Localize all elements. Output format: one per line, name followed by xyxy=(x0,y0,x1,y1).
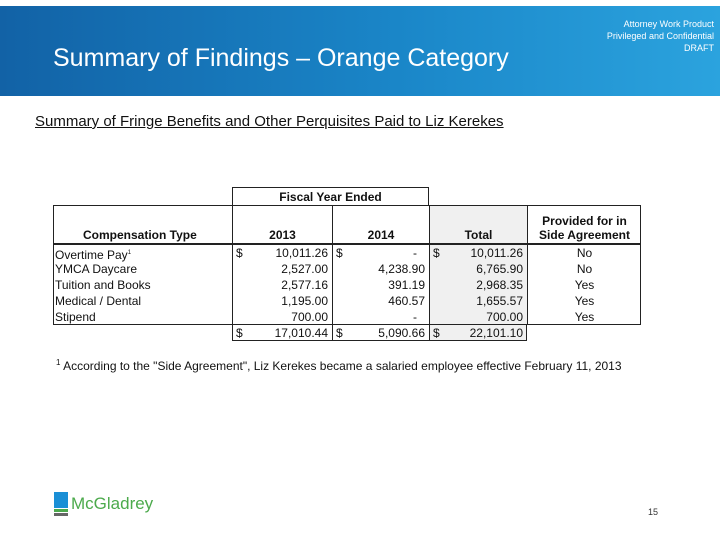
total-amount: 17,010.44 xyxy=(232,325,332,341)
provided-cell: Yes xyxy=(527,293,641,309)
amount-cell: 6,765.90 xyxy=(429,261,527,277)
amount-cell: 10,011.26 xyxy=(232,245,332,261)
compensation-type: Stipend xyxy=(55,310,96,324)
column-header xyxy=(429,205,527,244)
currency-symbol: $ xyxy=(336,246,343,260)
provided-cell: No xyxy=(527,245,641,261)
logo-mark-icon xyxy=(54,492,68,516)
footnote xyxy=(56,358,622,373)
provided-cell: Yes xyxy=(527,277,641,293)
amount-cell: 2,527.00 xyxy=(232,261,332,277)
amount-cell: 460.57 xyxy=(332,293,429,309)
conf-line: DRAFT xyxy=(684,43,714,53)
amount-cell: - xyxy=(332,309,429,325)
column-header xyxy=(232,205,332,244)
footnote-ref: 1 xyxy=(127,250,132,256)
logo-text: McGladrey xyxy=(71,494,154,513)
provided-cell: Yes xyxy=(527,309,641,325)
compensation-type: Overtime Pay$^1$ xyxy=(55,248,132,262)
amount-cell: 2,577.16 xyxy=(232,277,332,293)
amount-cell: - xyxy=(332,245,429,261)
amount-cell: 700.00 xyxy=(429,309,527,325)
column-header-label: 2014 xyxy=(367,228,395,242)
column-header-label: Compensation Type xyxy=(83,228,197,242)
total-amount: 5,090.66 xyxy=(332,325,429,341)
amount-cell: 700.00 xyxy=(232,309,332,325)
column-header-label: Total xyxy=(464,228,493,242)
title-banner xyxy=(0,6,720,96)
compensation-type: YMCA Daycare xyxy=(55,262,138,276)
group-header: Fiscal Year Ended xyxy=(232,187,429,206)
amount-cell: 391.19 xyxy=(332,277,429,293)
column-header-label: Provided for in Side Agreement xyxy=(539,214,630,242)
amount-cell: 1,195.00 xyxy=(232,293,332,309)
column-header xyxy=(53,205,232,244)
currency-symbol: $ xyxy=(433,326,440,340)
slide-title: Summary of Findings – Orange Category xyxy=(53,44,509,72)
currency-symbol: $ xyxy=(236,246,243,260)
compensation-type: Tuition and Books xyxy=(55,278,151,292)
conf-line: Privileged and Confidential xyxy=(606,31,714,41)
column-header xyxy=(527,205,641,244)
total-amount: 22,101.10 xyxy=(429,325,527,341)
amount-cell: 2,968.35 xyxy=(429,277,527,293)
currency-symbol: $ xyxy=(336,326,343,340)
amount-cell: 4,238.90 xyxy=(332,261,429,277)
amount-cell: 10,011.26 xyxy=(429,245,527,261)
provided-cell: No xyxy=(527,261,641,277)
page-number: 15 xyxy=(648,507,659,517)
confidentiality-notice xyxy=(607,18,714,54)
footnote-text: According to the "Side Agreement", Liz Kerekes became a salaried employee effective February 11, 2013 xyxy=(63,359,622,373)
column-header xyxy=(332,205,429,244)
amount-cell: 1,655.57 xyxy=(429,293,527,309)
compensation-type: Medical / Dental xyxy=(55,294,142,308)
table-caption: Summary of Fringe Benefits and Other Perquisites Paid to Liz Kerekes xyxy=(35,113,504,130)
currency-symbol: $ xyxy=(236,326,243,340)
conf-line: Attorney Work Product xyxy=(623,19,714,29)
footnote-mark: 1 xyxy=(56,358,61,367)
mcgladrey-logo xyxy=(54,492,153,516)
column-header-label: 2013 xyxy=(269,228,296,242)
currency-symbol: $ xyxy=(433,246,440,260)
